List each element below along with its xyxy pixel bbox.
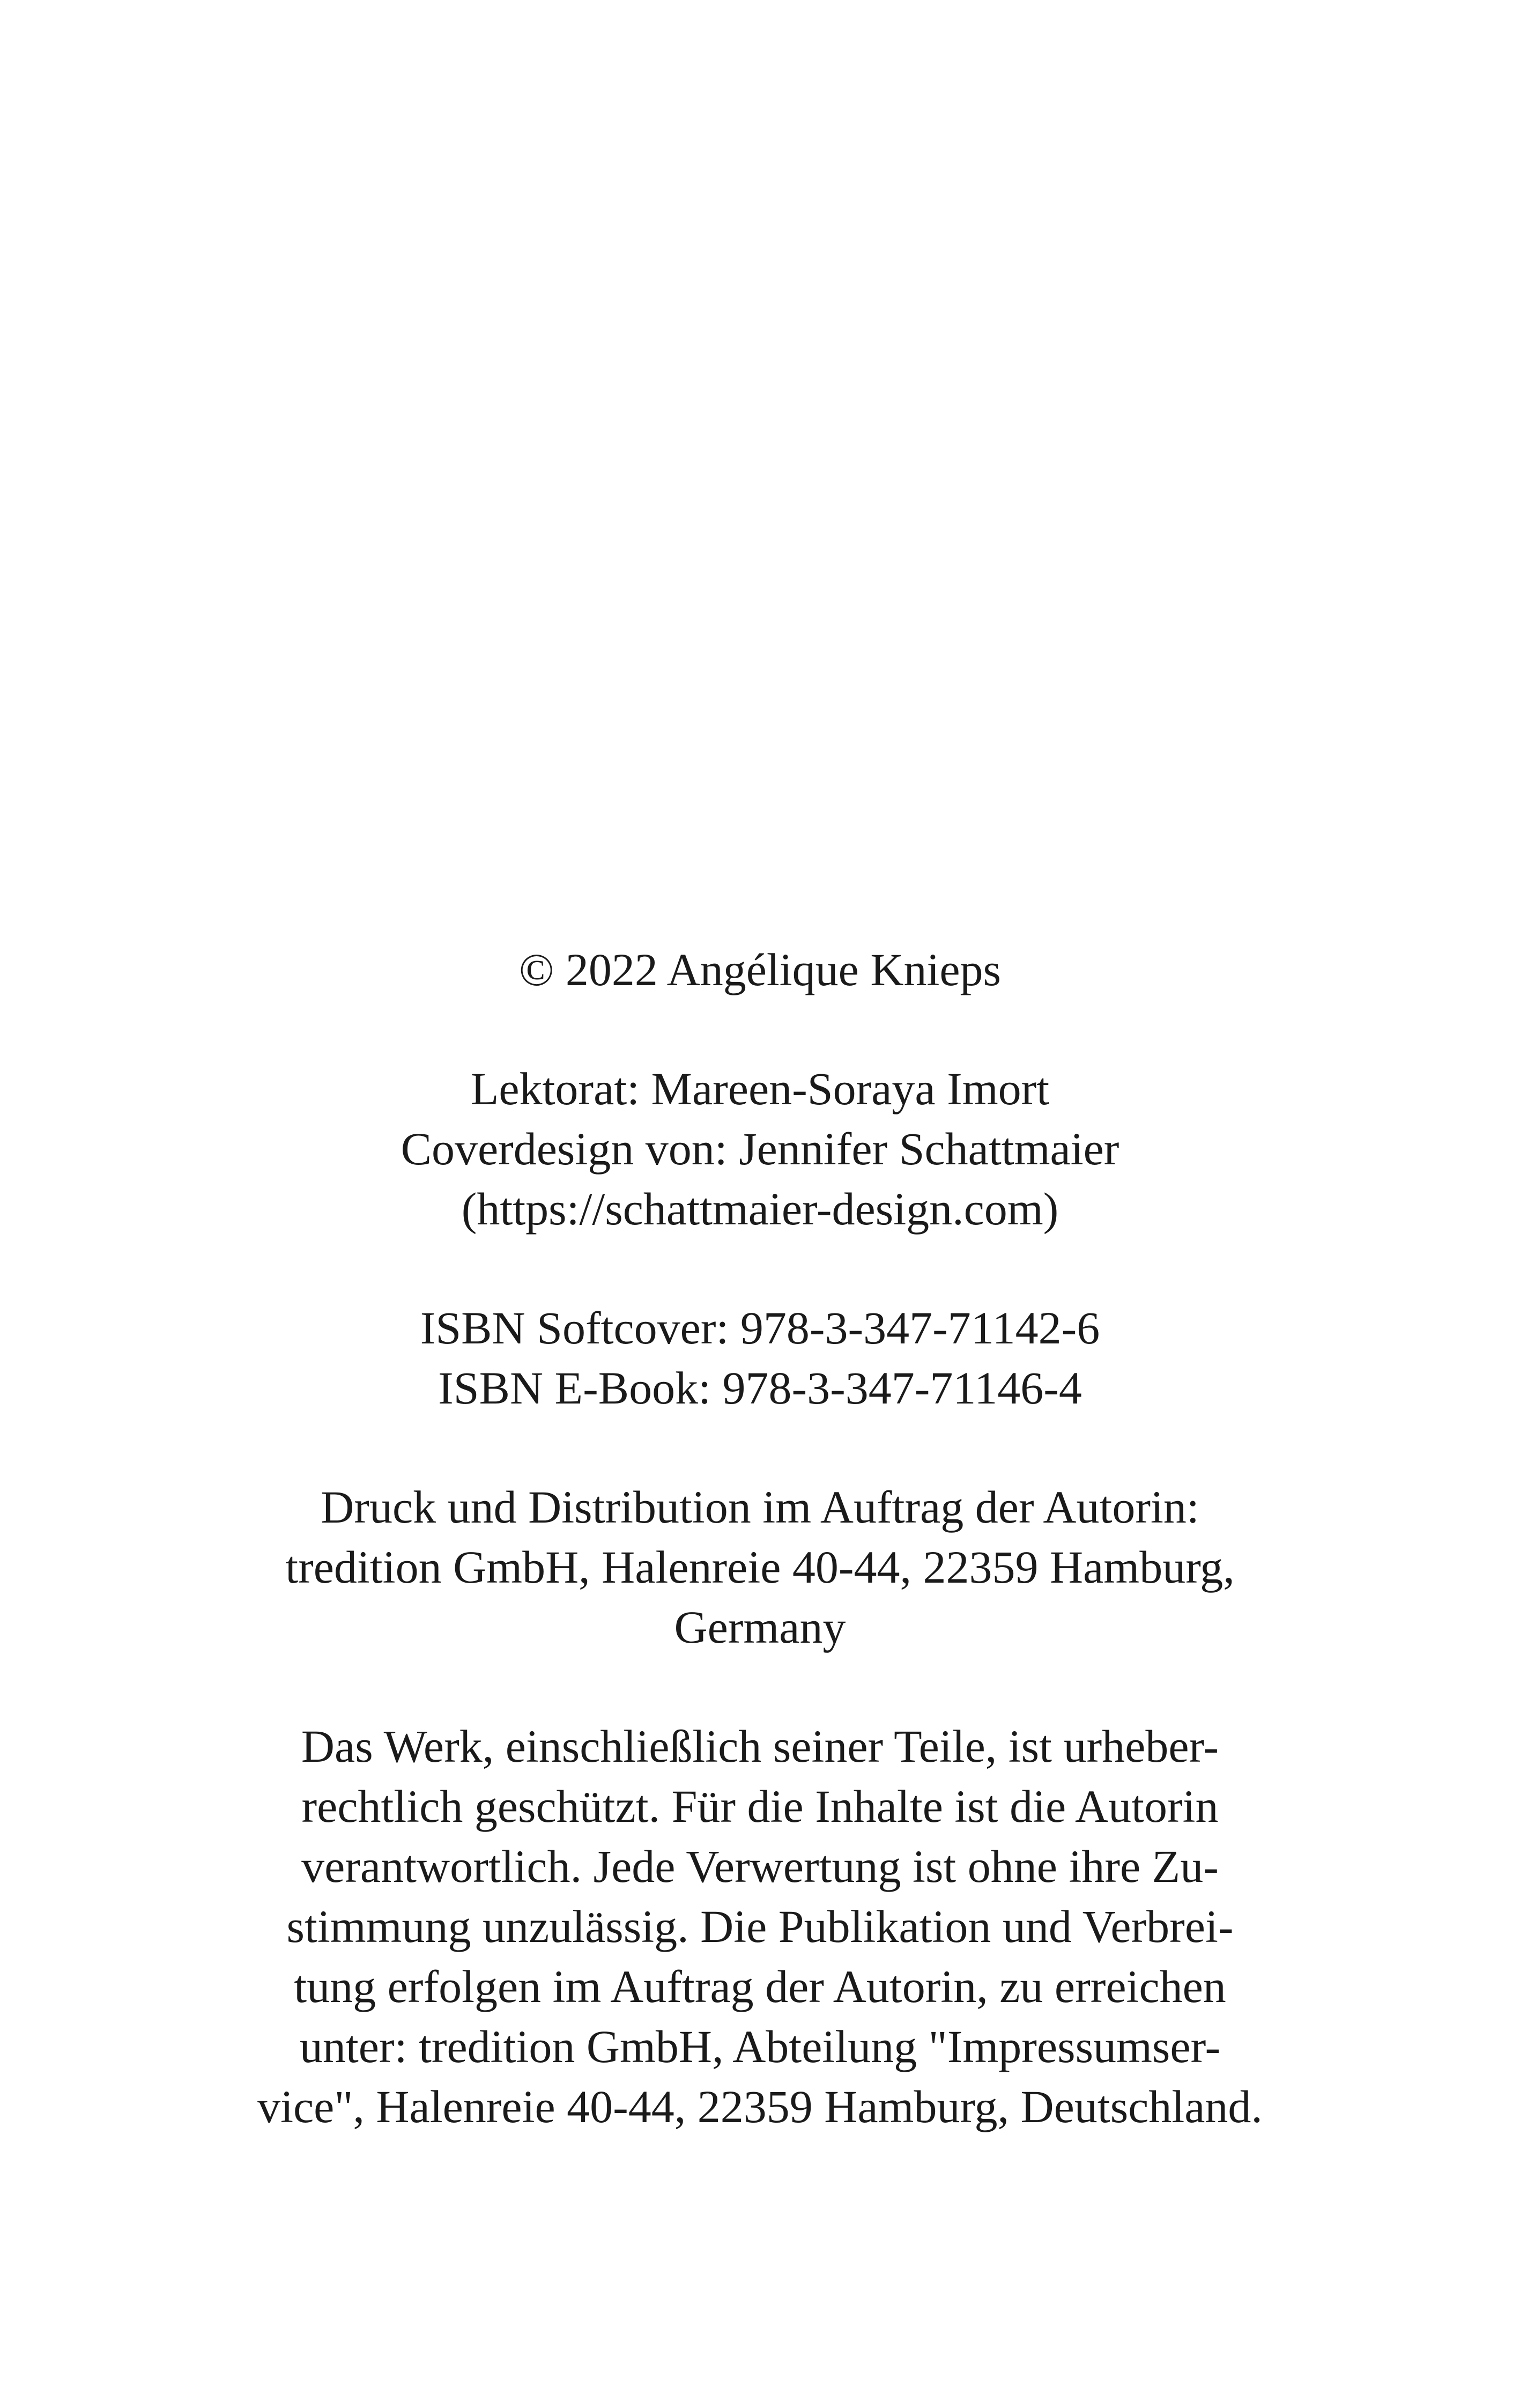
distribution-line: Germany <box>674 1601 846 1653</box>
distribution-line: tredition GmbH, Halenreie 40-44, 22359 Hamburg, <box>285 1541 1235 1593</box>
legal-line: vice", Halenreie 40-44, 22359 Hamburg, Deutschland. <box>257 2081 1263 2132</box>
legal-line: stimmung unzulässig. Die Publikation und Verbrei- <box>286 1901 1234 1952</box>
imprint-text <box>0 940 1520 2137</box>
cover-design-line: Coverdesign von: Jennifer Schattmaier <box>401 1123 1119 1175</box>
isbn-softcover: ISBN Softcover: 978-3-347-71142-6 <box>420 1302 1100 1354</box>
credits-block <box>0 1059 1520 1239</box>
legal-line: Das Werk, einschließlich seiner Teile, ist urheber- <box>301 1720 1219 1772</box>
isbn-ebook: ISBN E-Book: 978-3-347-71146-4 <box>438 1362 1082 1414</box>
isbn-block <box>0 1298 1520 1418</box>
distribution-line: Druck und Distribution im Auftrag der Autorin: <box>321 1481 1199 1533</box>
copyright-block <box>0 940 1520 1000</box>
copyright-line: © 2022 Angélique Knieps <box>519 944 1001 995</box>
legal-line: rechtlich geschützt. Für die Inhalte ist die Autorin <box>301 1781 1219 1832</box>
legal-line: tung erfolgen im Auftrag der Autorin, zu erreichen <box>294 1961 1226 2012</box>
editor-line: Lektorat: Mareen-Soraya Imort <box>470 1063 1050 1114</box>
legal-line: verantwortlich. Jede Verwertung ist ohne ihre Zu- <box>301 1841 1219 1892</box>
legal-line: unter: tredition GmbH, Abteilung "Impressumser- <box>299 2021 1221 2072</box>
distribution-block <box>0 1477 1520 1657</box>
cover-design-url: (https://schattmaier-design.com) <box>461 1183 1059 1235</box>
legal-block <box>0 1716 1520 2137</box>
